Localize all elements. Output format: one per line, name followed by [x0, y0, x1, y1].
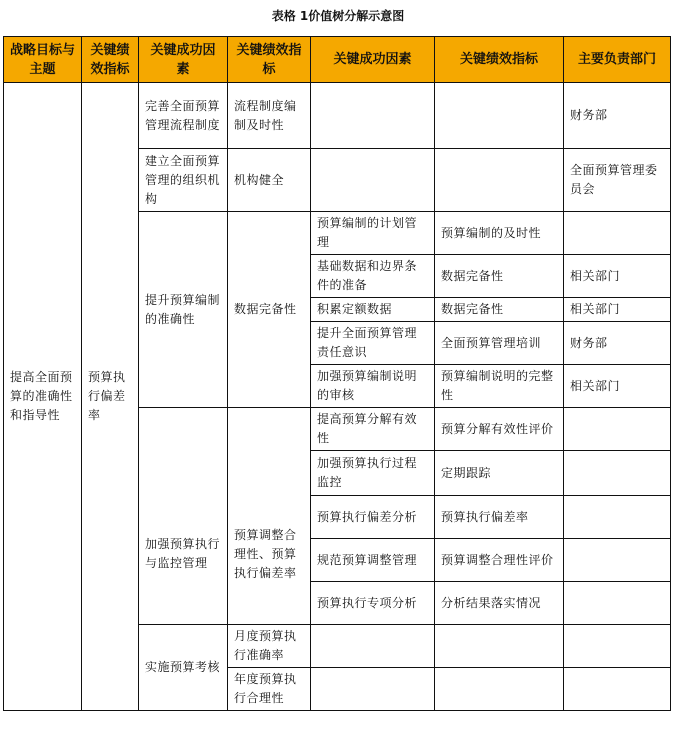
- sub-csf-cell: 积累定额数据: [311, 298, 435, 322]
- department-cell: 相关部门: [564, 298, 671, 322]
- sub-csf-cell: 提高预算分解有效性: [311, 408, 435, 451]
- sub-kpi-cell: 分析结果落实情况: [435, 582, 564, 625]
- sub-csf-cell: 预算编制的计划管理: [311, 212, 435, 255]
- sub-csf-cell: [311, 625, 435, 668]
- sub-csf-cell: 预算执行专项分析: [311, 582, 435, 625]
- sub-kpi-cell: [435, 83, 564, 149]
- csf-cell: 完善全面预算管理流程制度: [139, 83, 228, 149]
- sub-kpi-cell: [435, 625, 564, 668]
- csf-cell: 加强预算执行与监控管理: [139, 408, 228, 625]
- department-cell: [564, 496, 671, 539]
- sub-kpi-cell: [435, 149, 564, 212]
- csf-cell: 建立全面预算管理的组织机构: [139, 149, 228, 212]
- department-cell: [564, 539, 671, 582]
- department-cell: 相关部门: [564, 365, 671, 408]
- department-cell: [564, 212, 671, 255]
- header-csf-level-3: 关键成功因素: [311, 37, 435, 83]
- department-cell: 相关部门: [564, 255, 671, 298]
- sub-kpi-cell: 全面预算管理培训: [435, 322, 564, 365]
- value-tree-table: [3, 36, 671, 711]
- header-row: [4, 37, 671, 83]
- header-department: 主要负责部门: [564, 37, 671, 83]
- strategic-goal-cell: 提高全面预算的准确性和指导性: [4, 83, 82, 711]
- department-cell: 全面预算管理委员会: [564, 149, 671, 212]
- department-cell: 财务部: [564, 83, 671, 149]
- sub-csf-cell: 提升全面预算管理责任意识: [311, 322, 435, 365]
- header-kpi-level-2: 关键绩效指标: [228, 37, 311, 83]
- sub-csf-cell: 基础数据和边界条件的准备: [311, 255, 435, 298]
- header-kpi-level-3: 关键绩效指标: [435, 37, 564, 83]
- sub-kpi-cell: 预算调整合理性评价: [435, 539, 564, 582]
- table-row: [4, 83, 671, 149]
- sub-kpi-cell: 预算分解有效性评价: [435, 408, 564, 451]
- department-cell: [564, 582, 671, 625]
- sub-kpi-cell: 数据完备性: [435, 298, 564, 322]
- sub-csf-cell: [311, 668, 435, 711]
- sub-csf-cell: [311, 149, 435, 212]
- sub-kpi-cell: 预算编制的及时性: [435, 212, 564, 255]
- sub-csf-cell: 加强预算执行过程监控: [311, 451, 435, 496]
- csf-cell: 实施预算考核: [139, 625, 228, 711]
- kpi-cell: 数据完备性: [228, 212, 311, 408]
- sub-csf-cell: [311, 83, 435, 149]
- kpi-cell: 流程制度编制及时性: [228, 83, 311, 149]
- header-csf-level-2: 关键成功因素: [139, 37, 228, 83]
- kpi-level-1-cell: 预算执行偏差率: [82, 83, 139, 711]
- sub-csf-cell: 加强预算编制说明的审核: [311, 365, 435, 408]
- header-strategic-goal: 战略目标与主题: [4, 37, 82, 83]
- header-kpi-level-1: 关键绩效指标: [82, 37, 139, 83]
- department-cell: [564, 451, 671, 496]
- kpi-cell: 年度预算执行合理性: [228, 668, 311, 711]
- kpi-cell: 预算调整合理性、预算执行偏差率: [228, 408, 311, 625]
- sub-kpi-cell: 预算执行偏差率: [435, 496, 564, 539]
- department-cell: [564, 408, 671, 451]
- kpi-cell: 机构健全: [228, 149, 311, 212]
- department-cell: 财务部: [564, 322, 671, 365]
- sub-kpi-cell: [435, 668, 564, 711]
- sub-kpi-cell: 预算编制说明的完整性: [435, 365, 564, 408]
- csf-cell: 提升预算编制的准确性: [139, 212, 228, 408]
- sub-csf-cell: 规范预算调整管理: [311, 539, 435, 582]
- sub-csf-cell: 预算执行偏差分析: [311, 496, 435, 539]
- table-caption: 表格 1价值树分解示意图: [271, 9, 405, 23]
- department-cell: [564, 625, 671, 668]
- kpi-cell: 月度预算执行准确率: [228, 625, 311, 668]
- department-cell: [564, 668, 671, 711]
- sub-kpi-cell: 数据完备性: [435, 255, 564, 298]
- sub-kpi-cell: 定期跟踪: [435, 451, 564, 496]
